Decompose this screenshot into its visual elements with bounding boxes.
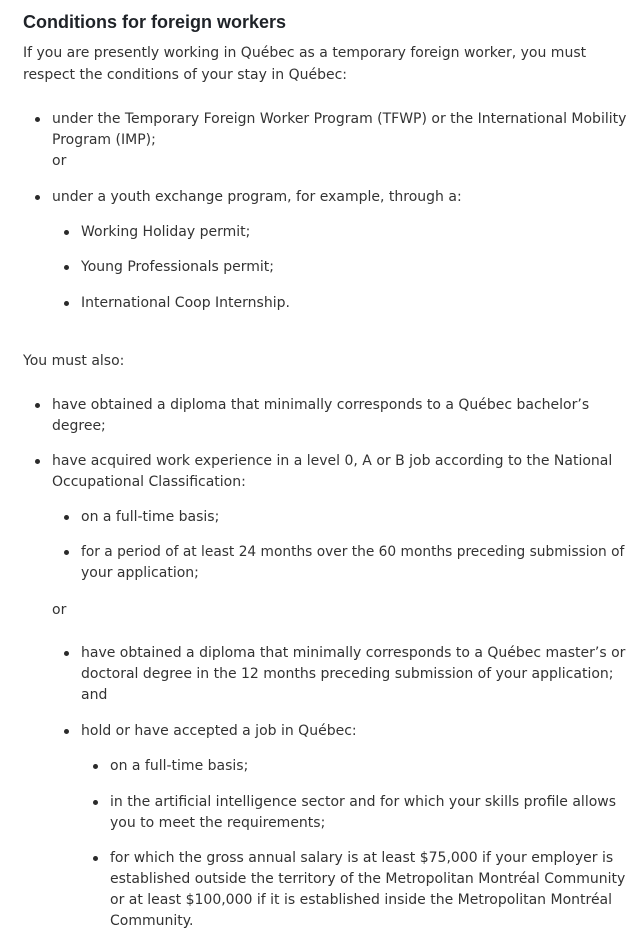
list-item-tfwp-line-2: Program (IMP); bbox=[52, 132, 156, 148]
list-item-salary-line-4: Community. bbox=[110, 913, 194, 929]
bullet-icon bbox=[35, 403, 40, 408]
bullet-icon bbox=[64, 301, 69, 306]
list-item-experience-line-1: have acquired work experience in a level 0, A or B job according to the National bbox=[52, 453, 613, 469]
section-title: Conditions for foreign workers bbox=[23, 12, 287, 32]
list-item-job-fulltime: on a full-time basis; bbox=[110, 758, 249, 774]
list-item-youth: under a youth exchange program, for example, through a: bbox=[52, 189, 462, 205]
list-item-fulltime: on a full-time basis; bbox=[81, 509, 220, 525]
list-item-working-holiday: Working Holiday permit; bbox=[81, 224, 251, 240]
list-item-salary-line-1: for which the gross annual salary is at least $75,000 if your employer is bbox=[110, 850, 614, 866]
or-separator: or bbox=[52, 602, 67, 618]
bullet-icon bbox=[64, 230, 69, 235]
list-item-ai-line-2: you to meet the requirements; bbox=[110, 815, 326, 831]
bullet-icon bbox=[93, 856, 98, 861]
bullet-icon bbox=[64, 651, 69, 656]
list-item-period-line-2: your application; bbox=[81, 565, 199, 581]
bullet-icon bbox=[64, 550, 69, 555]
list-item-salary-line-3: or at least $100,000 if it is established inside the Metropolitan Montréal bbox=[110, 892, 613, 908]
list-item-salary-line-2: established outside the territory of the Metropolitan Montréal Community bbox=[110, 871, 626, 887]
list-item-masters-line-1: have obtained a diploma that minimally corresponds to a Québec master’s or bbox=[81, 645, 626, 661]
list-item-experience-line-2: Occupational Classification: bbox=[52, 474, 246, 490]
intro-line-2: respect the conditions of your stay in Québec: bbox=[23, 67, 347, 83]
bullet-icon bbox=[35, 459, 40, 464]
list-item-tfwp-or: or bbox=[52, 153, 67, 169]
list-item-period-line-1: for a period of at least 24 months over the 60 months preceding submission of bbox=[81, 544, 625, 560]
list-item-masters-line-3: and bbox=[81, 687, 108, 703]
bullet-icon bbox=[64, 515, 69, 520]
bullet-icon bbox=[64, 729, 69, 734]
list-item-diploma-line-1: have obtained a diploma that minimally corresponds to a Québec bachelor’s bbox=[52, 397, 590, 413]
bullet-icon bbox=[64, 265, 69, 270]
list-item-ai-line-1: in the artificial intelligence sector and for which your skills profile allows bbox=[110, 794, 617, 810]
bullet-icon bbox=[35, 195, 40, 200]
bullet-icon bbox=[93, 800, 98, 805]
also-heading: You must also: bbox=[23, 353, 125, 369]
list-item-tfwp-line-1: under the Temporary Foreign Worker Program (TFWP) or the International Mobility bbox=[52, 111, 627, 127]
list-item-young-professionals: Young Professionals permit; bbox=[81, 259, 274, 275]
bullet-icon bbox=[93, 764, 98, 769]
list-item-coop-internship: International Coop Internship. bbox=[81, 295, 290, 311]
list-item-job: hold or have accepted a job in Québec: bbox=[81, 723, 357, 739]
list-item-diploma-line-2: degree; bbox=[52, 418, 106, 434]
list-item-masters-line-2: doctoral degree in the 12 months preceding submission of your application; bbox=[81, 666, 614, 682]
bullet-icon bbox=[35, 117, 40, 122]
intro-line-1: If you are presently working in Québec as a temporary foreign worker, you must bbox=[23, 45, 587, 61]
